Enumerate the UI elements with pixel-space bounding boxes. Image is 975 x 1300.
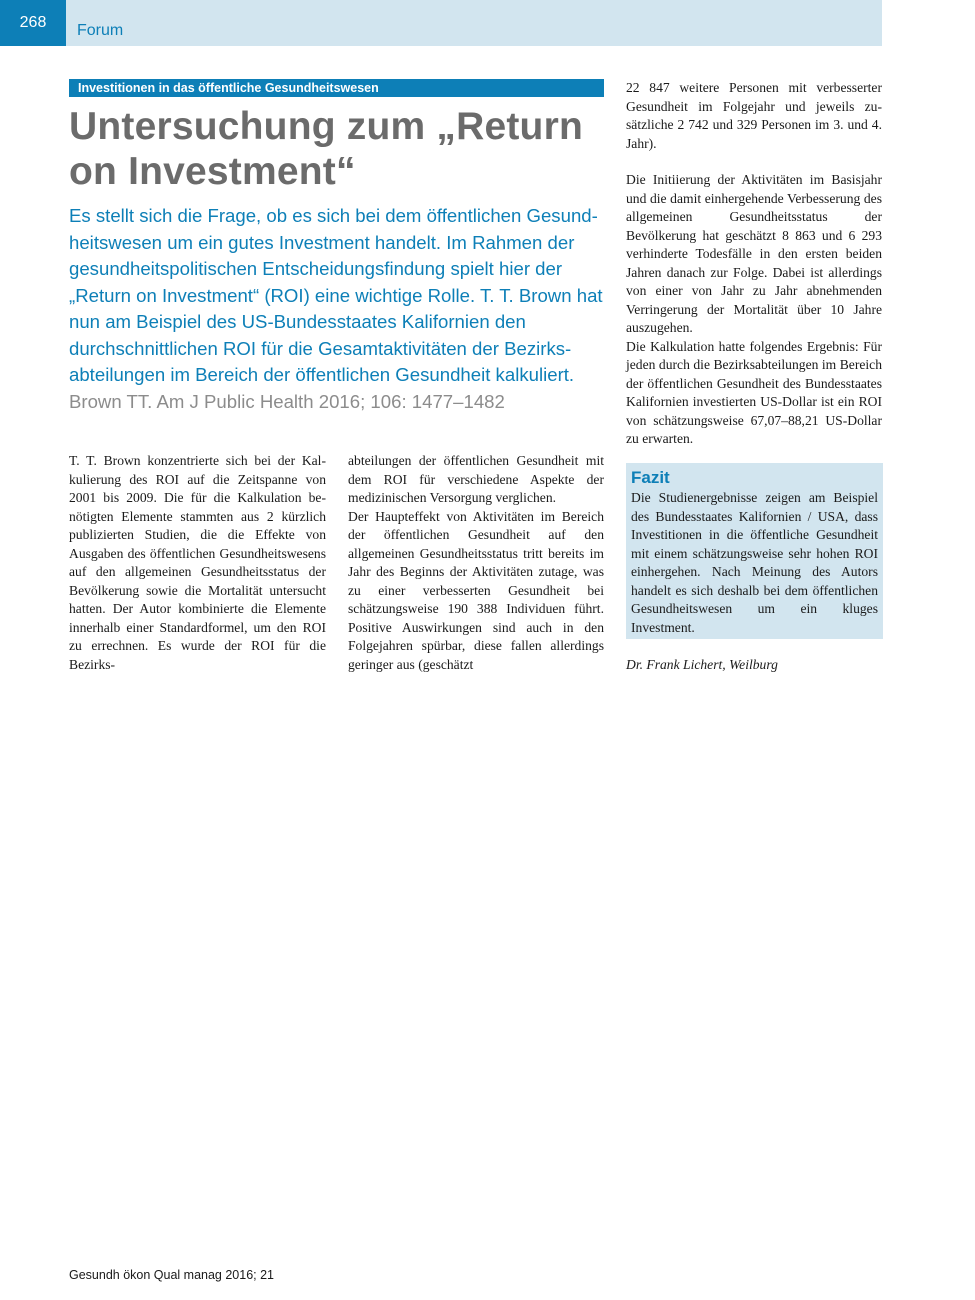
- article-title: Untersuchung zum „Return on Investment“: [69, 105, 583, 193]
- fazit-text: Die Studienergebnisse zeigen am Beispiel des Bundesstaates Kalifornien / USA, dass Investitionen in die öffentliche Gesundheit mit einem schätzungsweise sehr hohen ROI einhergehen. Nach Meinung des Autors handelt es sich deshalb bei dem öffentlichen Gesundheitswesen um ein kluges Investment.: [631, 490, 878, 635]
- fazit-box: [626, 463, 883, 639]
- page-number: 268: [0, 0, 66, 46]
- author-signature: Dr. Frank Lichert, Weilburg: [626, 657, 778, 672]
- lead-text: Es stellt sich die Frage, ob es sich bei dem öffentlichen Gesundheitswesen um ein gutes Investment handelt. Im Rahmen der gesundheitspolitischen Entscheidungsfindung spielt hier der „Return on Investment“ (ROI) eine wichtige Rolle. T. T. Brown hat nun am Beispiel des US-Bundesstaates Kalifornien den durchschnittlichen ROI für die Gesamtaktivitäten der Bezirksabteilungen im Bereich der öffentlichen Gesundheit kalkuliert.: [69, 205, 603, 385]
- body-column-1: [69, 452, 326, 674]
- paragraph: 22 847 weitere Personen mit verbesserter Gesundheit im Folgejahr und jeweils zusätzliche 2 742 und 329 Personen im 3. und 4. Jahr).: [626, 80, 882, 151]
- paragraph: Die Kalkulation hatte folgendes Ergebnis: Für jeden durch die Bezirksabteilungen im Bereich der öffentlichen Gesundheit des Bundesstaates Kalifornien investierten US-Dollar ist ein ROI von schätzungsweise 67,07–88,21 US-Dollar zu erwarten.: [626, 338, 882, 446]
- paragraph: Die Initiierung der Aktivitäten im Basisjahr und die damit einhergehende Verbesserung des allgemeinen Gesundheitsstatus der Bevölkerung hat geschätzt 8 863 und 6 293 verhinderte Todesfälle in den ersten beiden Jahren danach zur Folge. Dabei ist allerdings von einer von Jahr zu Jahr abnehmenden Verringerung der Mortalität über 10 Jahre auszugehen.: [626, 172, 882, 335]
- fazit-heading: Fazit: [631, 468, 670, 487]
- lead-abstract: [69, 203, 609, 415]
- citation: Brown TT. Am J Public Health 2016; 106: 1477–1482: [69, 390, 505, 412]
- header-band: [0, 0, 882, 46]
- topic-bar: Investitionen in das öffentliche Gesundheitswesen: [69, 79, 604, 97]
- body-column-3: [626, 79, 882, 449]
- section-label: Forum: [77, 22, 124, 39]
- footer-journal: Gesundh ökon Qual manag 2016; 21: [69, 1268, 275, 1282]
- paragraph: T. T. Brown konzentrierte sich bei der Kalkulierung des ROI auf die Zeitspanne von 2001 bis 2009. Die für die Kalkulation benötigten Elemente stammten aus 2 kürzlich publizierten Studien, die die Effekte von Ausgaben des öffentlichen Gesundheitswesens auf den allgemeinen Gesundheitsstatus der Bevölkerung sowie die Mortalität untersucht hatten. Der Autor kombinierte die Elemente innerhalb einer Standardformel, um den ROI zu errechnen. Es wurde der ROI für die Bezirks-: [69, 453, 326, 672]
- paragraph: Der Haupteffekt von Aktivitäten im Bereich der öffentlichen Gesundheit auf den allgemeinen Gesundheitsstatus tritt bereits im Jahr des Beginns der Aktivitäten zutage, was zu einer verbesserten Gesundheit bei schätzungsweise 190 388 Individuen führt. Positive Auswirkungen sind auch in den Folgejahren spürbar, diese fallen allerdings geringer aus (geschätzt: [348, 508, 604, 672]
- paragraph: abteilungen der öffentlichen Gesundheit mit dem ROI für verschiedene Aspekte der medizinischen Versorgung verglichen.: [348, 453, 604, 505]
- body-column-2: [348, 452, 604, 674]
